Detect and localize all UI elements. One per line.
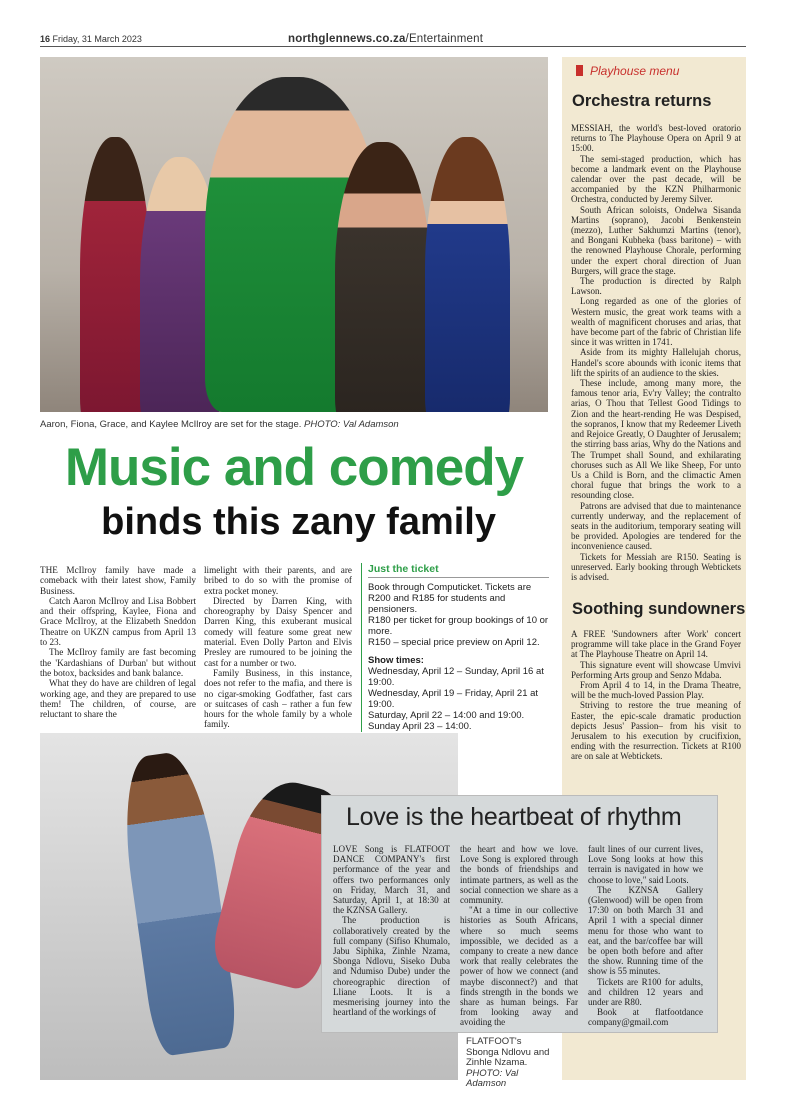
section-name: /Entertainment — [405, 33, 484, 45]
page-number: 16 — [40, 34, 51, 44]
paragraph: Tickets for Messiah are R150. Seating is unreserved. Early booking through Webtickets is advised. — [571, 551, 741, 582]
showtime: Wednesday, April 19 – Friday, April 21 at 19:00. — [368, 688, 539, 710]
paragraph: What they do have are children of legal working age, and they are prepared to use them! The children, of course, are reluctant to share the — [40, 678, 196, 720]
site-name: northglennews.co.za — [288, 33, 406, 45]
paragraph: South African soloists, Ondelwa Sisanda Martins (soprano), Jacobi Benkenstein (mezzo), Luther Sakhumzi Martins (tenor), and Bongani Kubheka (bass baritone) – with the renowned Playhouse Chorale, performing under the expert choral direction of Juan Burgers, will grace the stage. — [571, 204, 741, 276]
family-photo — [40, 57, 548, 412]
photo-credit: PHOTO: Val Adamson — [466, 1067, 519, 1089]
paragraph: Aside from its mighty Hallelujah chorus, Handel's score abounds with iconic items that lift the spirits of an audience to the skies. — [571, 347, 741, 378]
paragraph: THE McIlroy family have made a comeback with their latest show, Family Business. — [40, 565, 196, 596]
showtime: Wednesday, April 12 – Sunday, April 16 at 19:00. — [368, 666, 544, 688]
masthead-site — [288, 33, 483, 45]
paragraph: From April 4 to 14, in the Drama Theatre, will be the much-loved Passion Play. — [571, 680, 741, 701]
paragraph: "At a time in our collective histories as South Africans, where so much seems impossible, we decided as a company to create a new dance work that really celebrates the power of how we connect (and maybe disconnect?) and that finds strength in the bonds we share as human beings. Far from looking away and avoiding the — [460, 905, 578, 1028]
showtime: Sunday April 23 – 14:00. — [368, 721, 472, 732]
photo-credit: PHOTO: Val Adamson — [304, 419, 399, 430]
caption-text: Aaron, Fiona, Grace, and Kaylee McIlroy are set for the stage. — [40, 419, 302, 430]
menu-tag: Playhouse menu — [590, 64, 680, 78]
headline: Music and comedy — [64, 438, 524, 497]
dance-photo-caption — [466, 1037, 556, 1090]
paragraph: Family Business, in this instance, does not refer to the mafia, and there is no cigar-smoking Godfather, fast cars or suitcases of cash – rather a fun few hours for the whole family by a whole family. — [204, 667, 352, 730]
paragraph: A FREE 'Sundowners after Work' concert programme will take place in the Grand Foyer at The Playhouse Theatre on April 14. — [571, 629, 741, 660]
ticket-info-box — [361, 563, 549, 732]
story-column-1 — [40, 565, 196, 719]
love-column-3 — [588, 844, 703, 1028]
love-song-title: Love is the heartbeat of rhythm — [346, 803, 682, 831]
paragraph: Directed by Darren King, with choreography by Daisy Spencer and Darren King, this exuberant musical comedy will feature some great new material. Even Dolly Parton and Elvis Presley are rumoured to be joining the cast for a number or two. — [204, 595, 352, 668]
paragraph: LOVE Song is FLATFOOT DANCE COMPANY's first performance of the year and offers two performances only on Friday, March 31, and Saturday, April 1, at 18:30 at the KZNSA Gallery. — [333, 844, 450, 916]
issue-date: Friday, 31 March 2023 — [52, 34, 142, 44]
paragraph: The semi-staged production, which has become a landmark event on the Playhouse calendar over the past decade, will be accompanied by the KZN Philharmonic Orchestra, conducted by Jeremy Silver. — [571, 153, 741, 205]
paragraph: fault lines of our current lives, Love Song looks at how this terrain is navigated in how we choose to love," said Loots. — [588, 844, 703, 885]
sidebar-sundowners-text — [571, 629, 741, 762]
paragraph: The McIlroy family are fast becoming the 'Kardashians of Durban' but without the botox, backsides and bank balance. — [40, 647, 196, 678]
paragraph: Catch Aaron McIlroy and Lisa Bobbert and their offspring, Kaylee, Fiona and Grace McIlroy, at the Elizabeth Sneddon Theatre on UKZN campus from April 13 to 23. — [40, 595, 196, 648]
paragraph: limelight with their parents, and are bribed to do so with the promise of extra pocket money. — [204, 565, 352, 596]
header-rule — [40, 46, 746, 47]
subheadline: binds this zany family — [101, 501, 496, 543]
paragraph: Tickets are R100 for adults, and children 12 years and under are R80. — [588, 976, 703, 1008]
love-column-2 — [460, 844, 578, 1028]
showtime: Saturday, April 22 – 14:00 and 19:00. — [368, 710, 525, 721]
paragraph: Long regarded as one of the glories of Western music, the great work teams with a wealth of magnificent choruses and arias, that have become part of the fabric of Christian life since it was written in 1741. — [571, 296, 741, 348]
paragraph: These include, among many more, the famous tenor aria, Ev'ry Valley; the contralto arias, O Thou that Tellest Good Tidings to Zion and the heart-rending He was Despised, the sopranos, I know that my Redeemer Liveth and Rejoice Greatly, O Daughter of Jerusalem; the stirring bass arias, Why do the Nations and The Trumpet shall Sound, and exhilarating choruses such as All We like Sheep, For unto Us a Child is Born, and the climactic Amen choral fugue that brings the work to a resounding close. — [571, 378, 741, 501]
paragraph: the heart and how we love. Love Song is explored through the bonds of friendships and intimate partners, as well as the social connection we share as a community. — [460, 844, 578, 906]
ticket-title: Just the ticket — [368, 563, 549, 578]
figure-5 — [425, 137, 510, 412]
caption-text: FLATFOOT's Sbonga Ndlovu and Zinhle Nzama. — [466, 1036, 550, 1068]
dancer-1 — [115, 749, 241, 1058]
sidebar-orchestra-text — [571, 123, 741, 582]
paragraph: Striving to restore the true meaning of Easter, the epic-scale dramatic production depicts Jesus' Passion– from his visit to Jerusalem to his execution by crucifixion, ending with the resurrection. Tickets at R100 are on sale at Webtickets. — [571, 700, 741, 762]
love-column-1 — [333, 844, 450, 1017]
showtimes-label: Show times: — [368, 655, 424, 666]
figure-4 — [335, 142, 430, 412]
paragraph: Book at flatfootdance company@gmail.com — [588, 1007, 703, 1028]
ticket-info: Book through Computicket. Tickets are R200 and R185 for students and pensioners. — [368, 582, 532, 615]
page-header-left — [40, 34, 142, 44]
photo-caption — [40, 419, 548, 430]
paragraph: The KZNSA Gallery (Glenwood) will be open from 17:30 on both March 31 and April 1 with a special dinner menu for those who want to eat, and the bar/coffee bar will be open both before and after the show. Running time of the show is 55 minutes. — [588, 884, 703, 977]
sidebar-heading-sundowners: Soothing sundowners — [572, 600, 746, 618]
paragraph: The production is directed by Ralph Lawson. — [571, 276, 741, 297]
paragraph: The production is collaboratively created by the full company (Sifiso Khumalo, Jabu Siphika, Zinhle Nzama, Sbonga Ndlovu, Siseko Duba and Ndumiso Dube) under the choreographic direction of Lliane Loots. It is a mesmerising journey into the heartland of the workings of — [333, 915, 450, 1018]
sidebar-heading-orchestra: Orchestra returns — [572, 92, 712, 110]
menu-tag-marker — [576, 65, 583, 76]
paragraph: MESSIAH, the world's best-loved oratorio returns to The Playhouse Opera on April 9 at 15:00. — [571, 123, 741, 154]
ticket-preview: R150 – special price preview on April 12. — [368, 637, 540, 648]
paragraph: Patrons are advised that due to maintenance currently underway, and the replacement of seats in the auditorium, temporary seating will be provided. Apologies are tendered for the inconvenience caused. — [571, 500, 741, 552]
ticket-groups: R180 per ticket for group bookings of 10 or more. — [368, 615, 549, 637]
paragraph: This signature event will showcase Umvivi Performing Arts group and Senzo Mdaba. — [571, 659, 741, 680]
story-column-2 — [204, 565, 352, 730]
